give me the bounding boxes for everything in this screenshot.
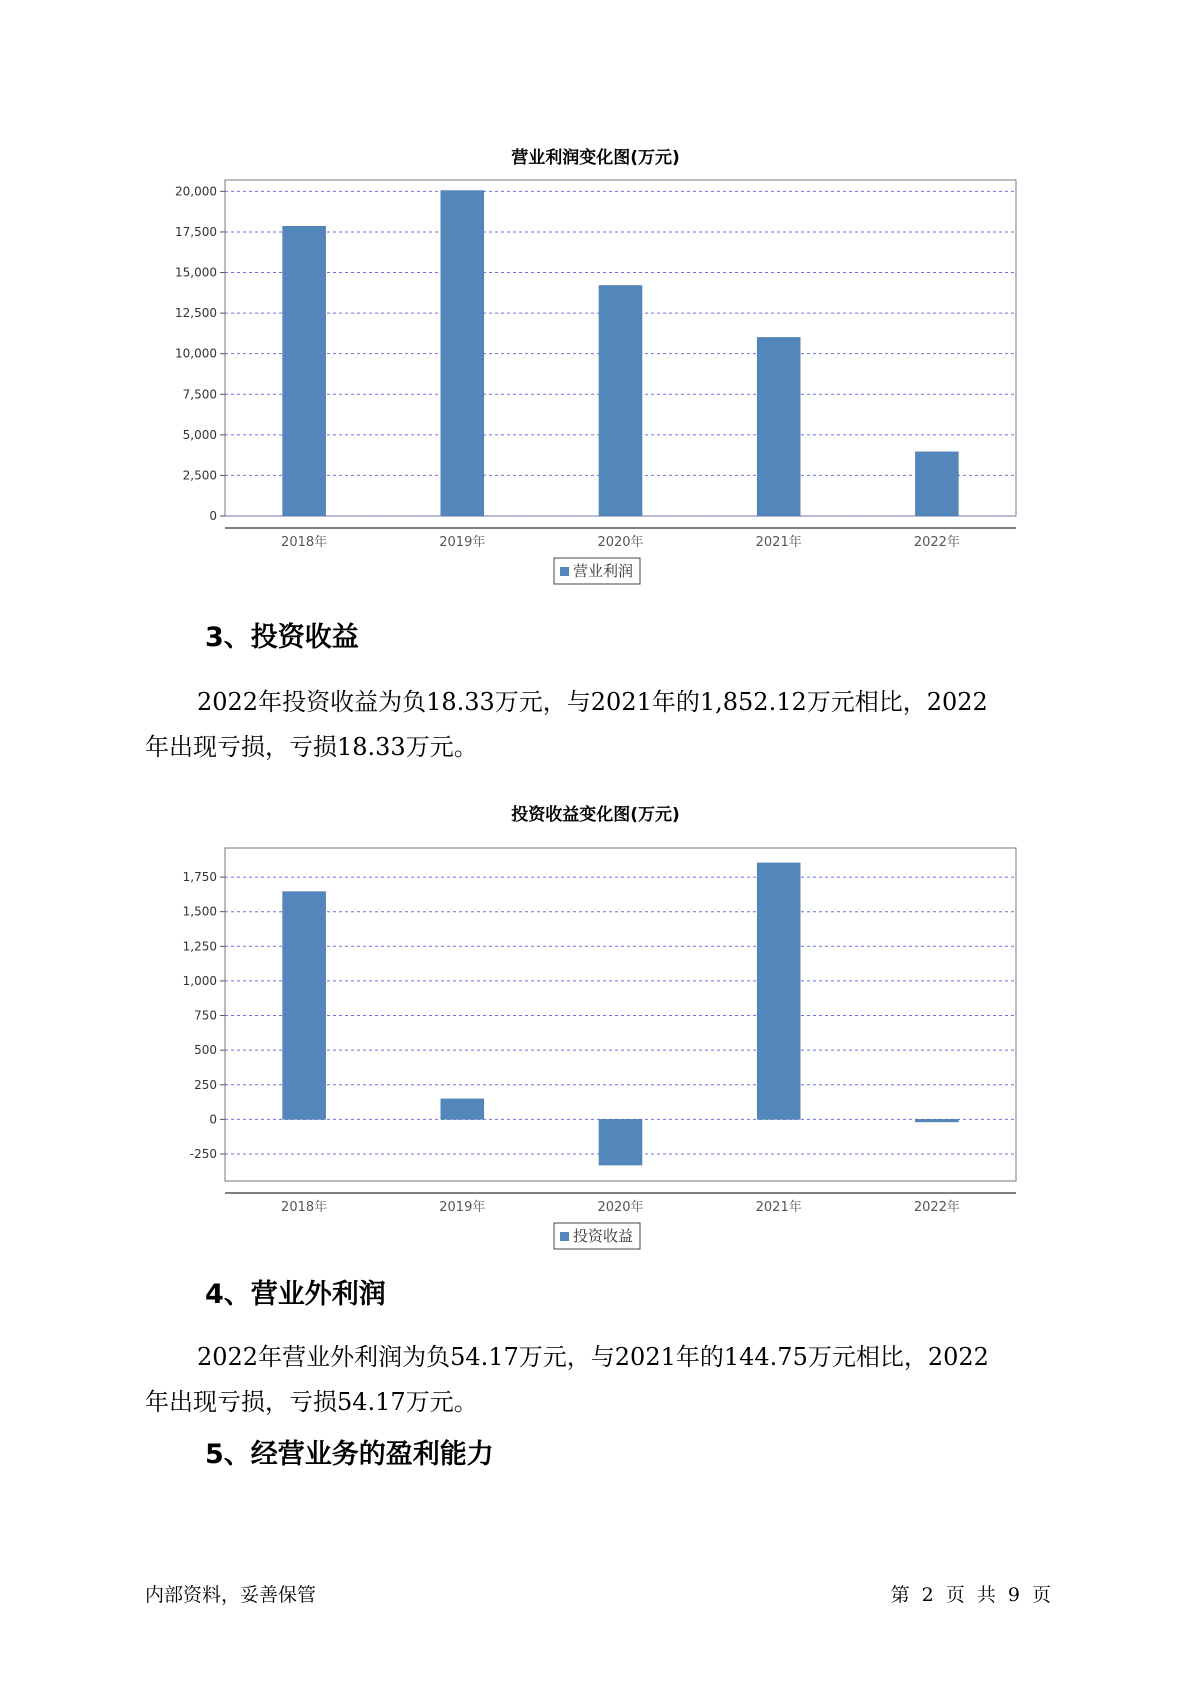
y-tick-label: 2,500: [182, 468, 217, 483]
x-tick-label: 2020年: [597, 1200, 644, 1215]
y-tick-label: 0: [209, 509, 217, 523]
x-tick-label: 2021年: [755, 1200, 802, 1215]
bar-2020年: [599, 1119, 642, 1165]
bar-2019年: [441, 1099, 484, 1119]
footer-page-number: 第 2 页 共 9 页: [890, 1584, 1051, 1606]
x-tick-label: 2018年: [281, 1200, 328, 1215]
bar-2018年: [283, 892, 326, 1120]
x-tick-label: 2022年: [913, 535, 960, 550]
section-3-paragraph: [145, 680, 1055, 770]
y-tick-label: 12,500: [175, 306, 217, 321]
legend-label: 投资收益: [573, 1227, 634, 1245]
section-5-heading: 5、经营业务的盈利能力: [205, 1439, 494, 1470]
footer-confidential-note: 内部资料，妥善保管: [145, 1584, 317, 1606]
bar-2020年: [599, 286, 642, 516]
y-tick-label: 0: [209, 1112, 217, 1127]
legend-label: 营业利润: [573, 562, 634, 580]
bar-2022年: [915, 1119, 958, 1122]
y-tick-label: 1,250: [182, 939, 217, 954]
x-tick-label: 2019年: [439, 535, 486, 550]
section-3-heading: 3、投资收益: [205, 622, 359, 653]
y-tick-label: 15,000: [175, 265, 217, 280]
y-tick-label: 1,500: [182, 904, 217, 919]
section-4-line-1: 2022年营业外利润为负54.17万元，与2021年的144.75万元相比，2022: [197, 1343, 989, 1371]
operating-profit-chart: [0, 160, 1191, 580]
legend-swatch: [560, 567, 569, 576]
x-tick-label: 2018年: [281, 535, 328, 550]
x-tick-label: 2019年: [439, 1200, 486, 1215]
y-tick-label: -250: [189, 1147, 217, 1161]
y-tick-label: 1,000: [182, 973, 217, 988]
legend-swatch: [560, 1232, 569, 1241]
section-4-paragraph: [145, 1335, 1055, 1425]
section-4-line-2: 年出现亏损，亏损54.17万元。: [145, 1388, 478, 1416]
bar-2019年: [441, 191, 484, 516]
y-tick-label: 20,000: [175, 184, 217, 199]
chart-1-title: 营业利润变化图(万元): [511, 148, 680, 168]
bar-2018年: [283, 226, 326, 516]
section-3-line-2: 年出现亏损，亏损18.33万元。: [145, 733, 478, 761]
section-3-line-1: 2022年投资收益为负18.33万元，与2021年的1,852.12万元相比，2022: [197, 688, 988, 716]
y-tick-label: 10,000: [175, 346, 217, 361]
y-tick-label: 5,000: [182, 427, 217, 442]
y-tick-label: 1,750: [182, 870, 217, 885]
y-tick-label: 750: [194, 1008, 217, 1023]
y-tick-label: 250: [194, 1077, 217, 1092]
y-tick-label: 7,500: [182, 387, 217, 402]
chart-2-title: 投资收益变化图(万元): [511, 805, 680, 825]
y-tick-label: 500: [194, 1043, 217, 1058]
investment-income-chart: [0, 820, 1191, 1245]
legend: [554, 1223, 640, 1249]
y-tick-label: 17,500: [175, 224, 217, 239]
x-tick-label: 2021年: [755, 535, 802, 550]
legend: [554, 558, 640, 584]
bar-2021年: [757, 863, 800, 1119]
x-tick-label: 2020年: [597, 535, 644, 550]
section-4-heading: 4、营业外利润: [205, 1279, 386, 1310]
x-tick-label: 2022年: [913, 1200, 960, 1215]
bar-2022年: [915, 452, 958, 516]
bar-2021年: [757, 337, 800, 516]
